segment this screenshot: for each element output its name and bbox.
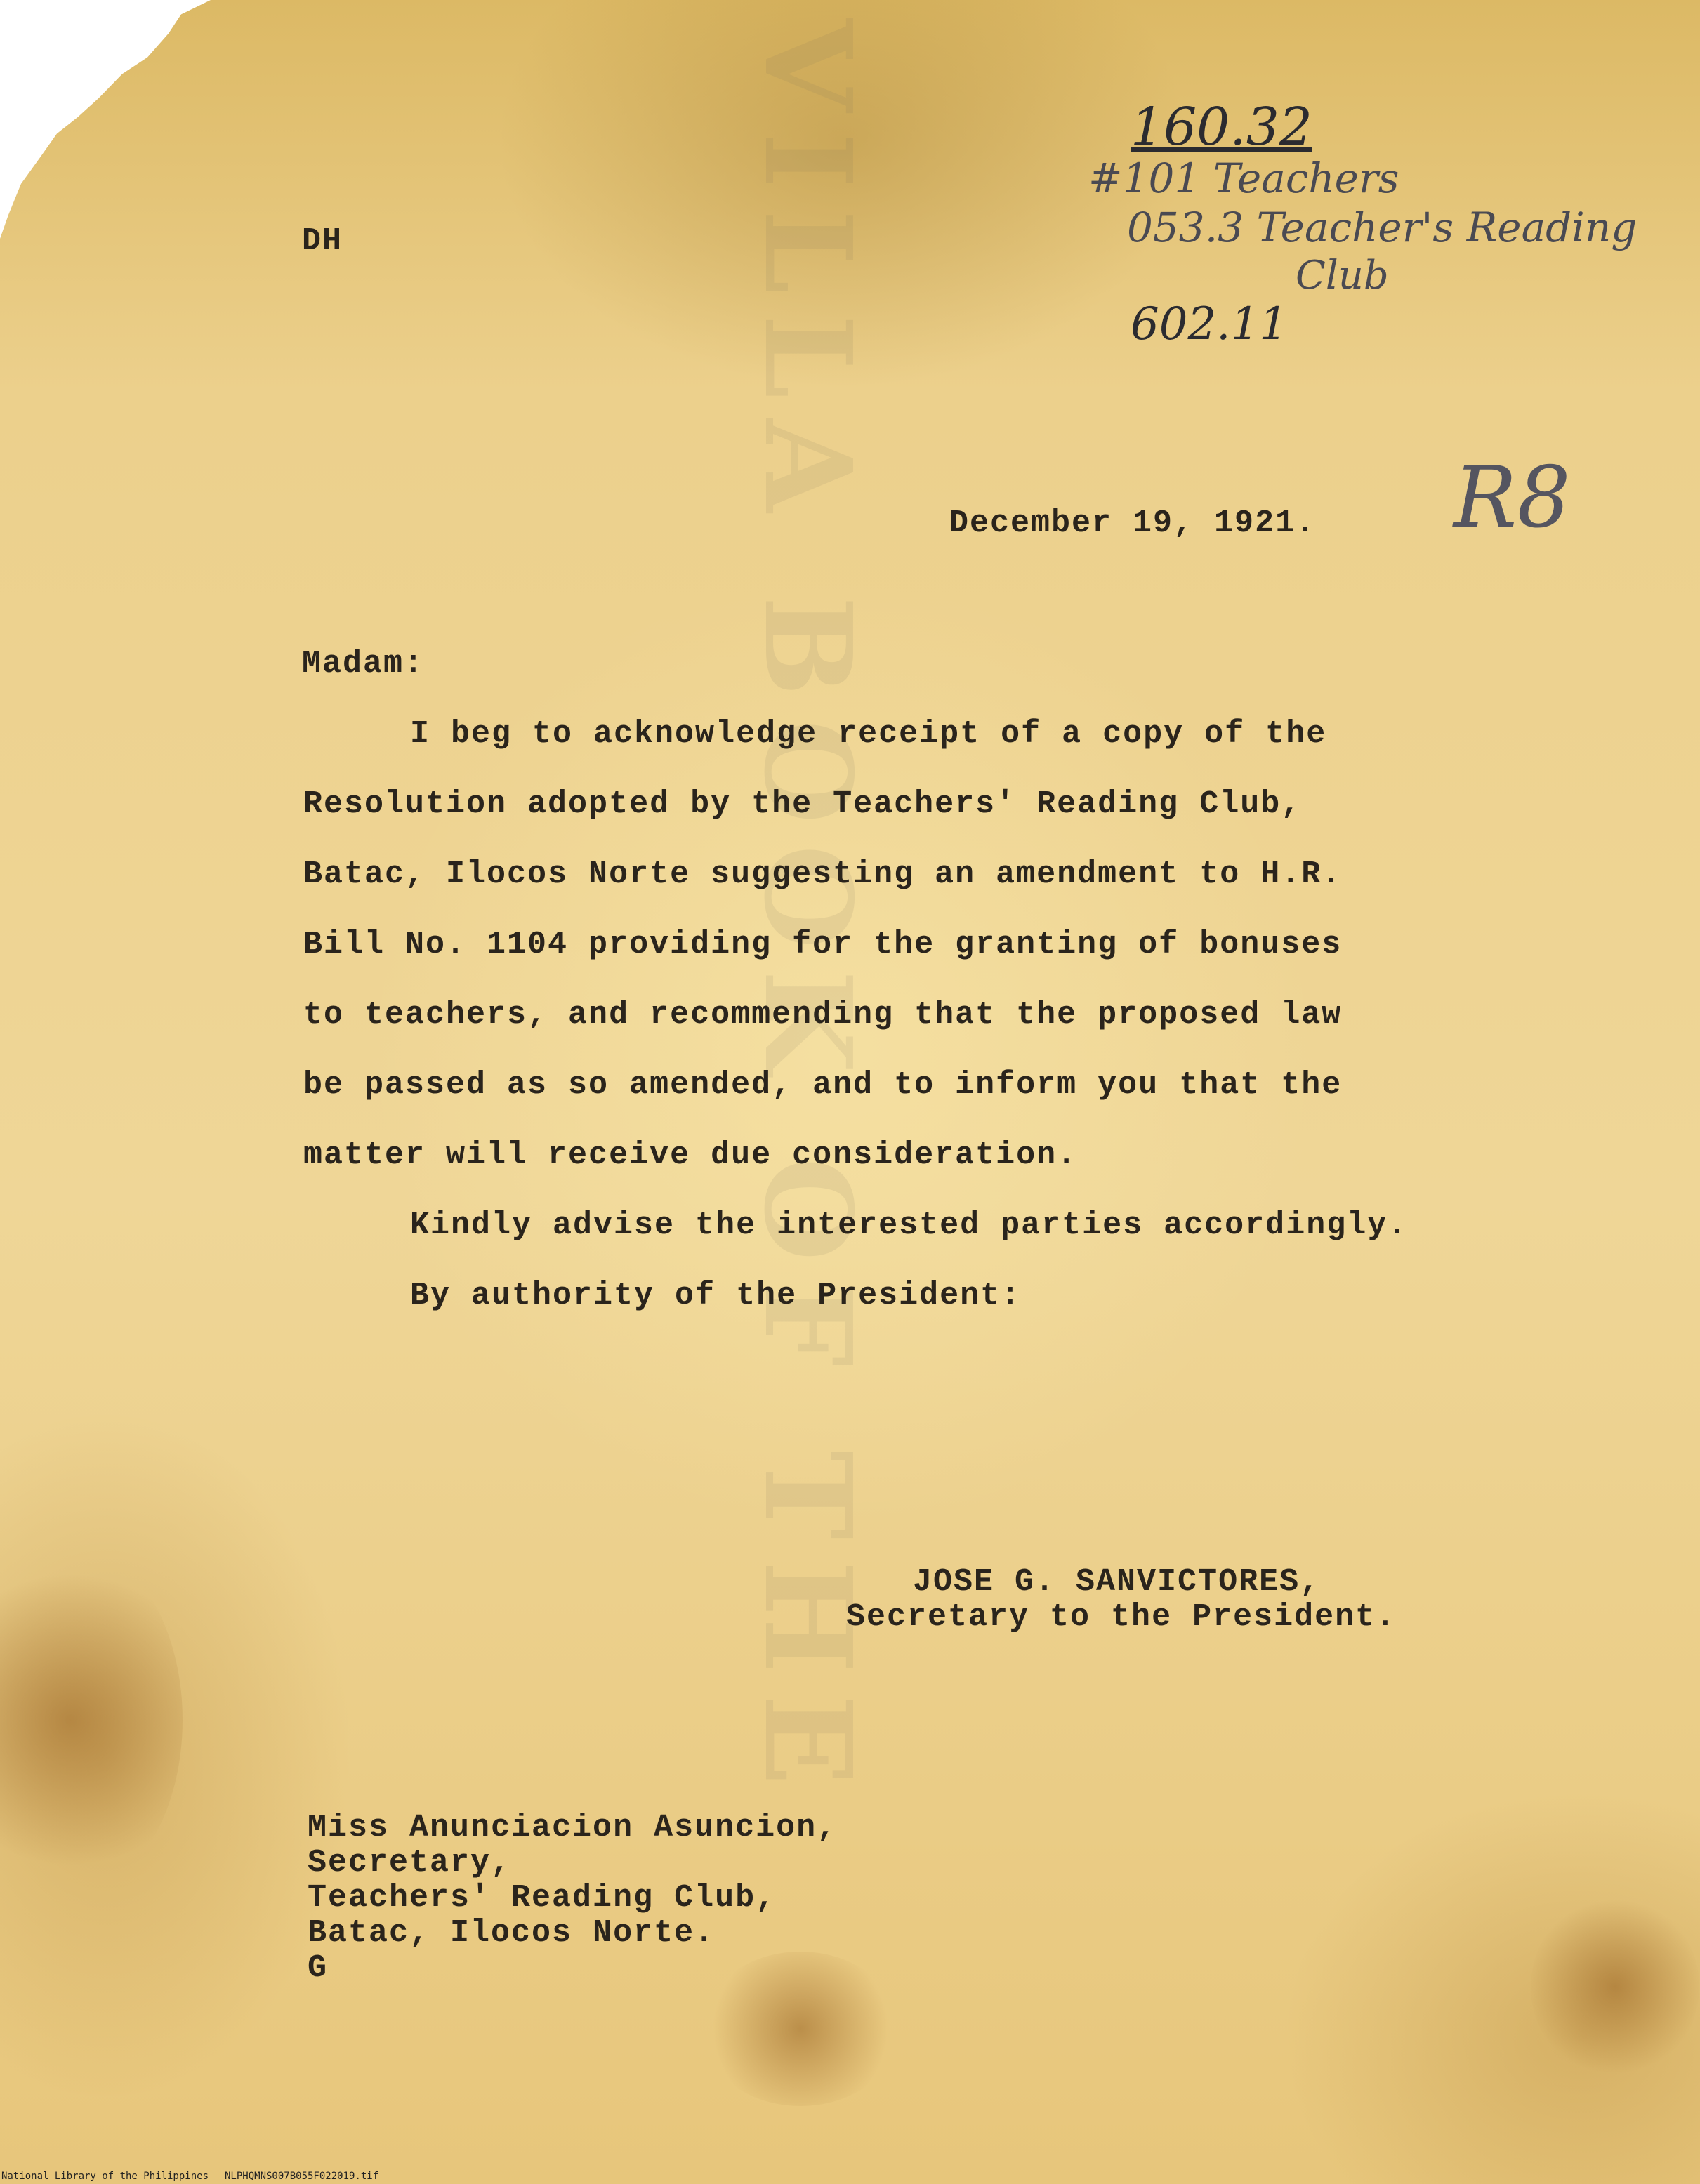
closing-line: By authority of the President: (410, 1278, 1022, 1313)
signature-title: Secretary to the President. (846, 1599, 1397, 1635)
addressee-line: Miss Anunciacion Asuncion, (308, 1810, 838, 1846)
body-line: matter will receive due consideration. (303, 1137, 1078, 1173)
addressee-line: G (308, 1950, 329, 1986)
body-line: be passed as so amended, and to inform you that the (303, 1067, 1343, 1103)
stain (702, 1952, 899, 2106)
letter-date: December 19, 1921. (949, 505, 1317, 541)
handwritten-note-file-number: 160.32 (1131, 97, 1312, 157)
footer-source: National Library of the Philippines (1, 2171, 209, 2182)
salutation: Madam: (302, 646, 425, 682)
torn-corner (0, 0, 211, 239)
signature-name: JOSE G. SANVICTORES, (913, 1564, 1321, 1600)
typist-initials: DH (302, 223, 343, 259)
embossed-watermark: VILLA BOOK OF THE (737, 18, 878, 1807)
addressee-line: Secretary, (308, 1845, 512, 1881)
handwritten-note-reading-club: 053.3 Teacher's Reading (1127, 204, 1638, 251)
body-line: I beg to acknowledge receipt of a copy of the (410, 716, 1327, 752)
handwritten-note-club: Club (1296, 253, 1389, 298)
handwritten-note-602: 602.11 (1131, 298, 1288, 350)
body-line: Bill No. 1104 providing for the granting of bonuses (303, 927, 1343, 962)
addressee-line: Teachers' Reading Club, (308, 1880, 777, 1916)
handwritten-initial-mark: R8 (1454, 449, 1571, 547)
body-line: to teachers, and recommending that the proposed law (303, 997, 1343, 1033)
addressee-line: Batac, Ilocos Norte. (308, 1915, 716, 1951)
stain (1531, 1895, 1699, 2078)
handwritten-note-teachers: #101 Teachers (1088, 154, 1399, 202)
footer-filename: NLPHQMNS007B055F022019.tif (225, 2171, 379, 2182)
body-line: Batac, Ilocos Norte suggesting an amendment to H.R. (303, 856, 1343, 892)
closing-line: Kindly advise the interested parties accordingly. (410, 1207, 1409, 1243)
body-line: Resolution adopted by the Teachers' Reading Club, (303, 786, 1302, 822)
stain (0, 1544, 183, 1895)
